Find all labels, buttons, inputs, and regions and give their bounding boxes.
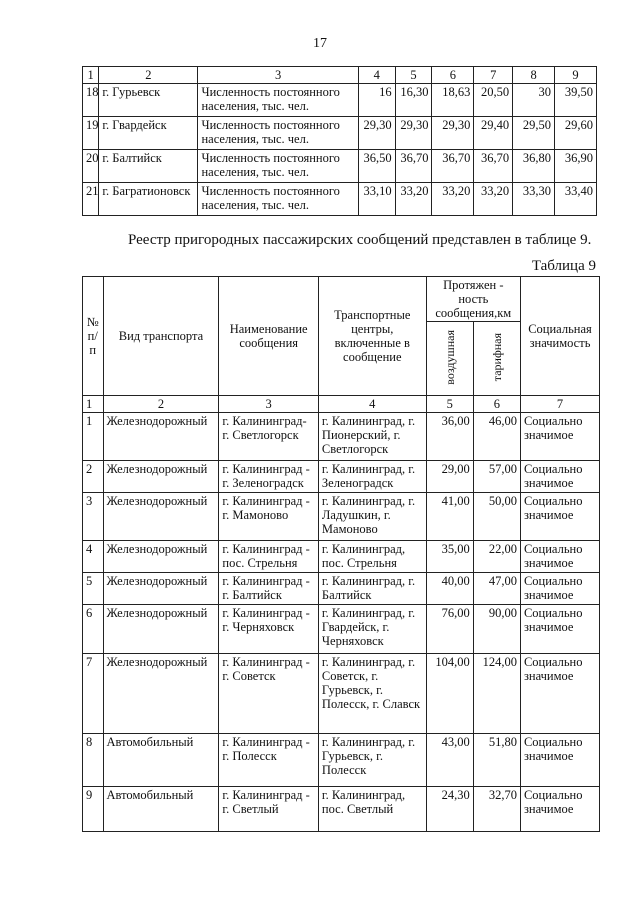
header-tariff: [473, 322, 520, 396]
tariff-length: 22,00: [473, 541, 520, 573]
table-row: [83, 734, 600, 787]
value-cell: 33,40: [555, 183, 597, 216]
indicator: Численность постоянного населения, тыс. чел.: [198, 150, 358, 183]
value-cell: 33,20: [395, 183, 432, 216]
route-name: г. Калининград - г. Черняховск: [219, 605, 319, 654]
page-number: 17: [313, 36, 327, 51]
route-centers: г. Калининград, г. Пионерский, г. Светлогорск: [318, 413, 426, 461]
table-row: [83, 461, 600, 493]
col-number: 4: [318, 396, 426, 413]
route-name: г. Калининград - г. Зеленоградск: [219, 461, 319, 493]
value-cell: 36,70: [395, 150, 432, 183]
row-number: 1: [83, 413, 104, 461]
route-name: г. Калининград - г. Советск: [219, 654, 319, 734]
transport-type: Железнодорожный: [103, 605, 219, 654]
value-cell: 29,40: [474, 117, 513, 150]
col-number: 2: [103, 396, 219, 413]
route-name: г. Калининград - г. Светлый: [219, 787, 319, 832]
air-length: 24,30: [426, 787, 473, 832]
significance: Социально значимое: [520, 413, 599, 461]
air-length: 40,00: [426, 573, 473, 605]
transport-type: Железнодорожный: [103, 461, 219, 493]
significance: Социально значимое: [520, 654, 599, 734]
table-row: [83, 117, 597, 150]
transport-type: Автомобильный: [103, 734, 219, 787]
value-cell: 36,90: [555, 150, 597, 183]
col-header: 5: [395, 67, 432, 84]
value-cell: 29,30: [358, 117, 395, 150]
row-number: 4: [83, 541, 104, 573]
air-length: 104,00: [426, 654, 473, 734]
table-row: [83, 605, 600, 654]
col-header: 6: [432, 67, 474, 84]
tariff-length: 124,00: [473, 654, 520, 734]
routes-table: [82, 276, 600, 832]
row-number: 2: [83, 461, 104, 493]
indicator: Численность постоянного населения, тыс. чел.: [198, 117, 358, 150]
table-header-row: [83, 67, 597, 84]
route-centers: г. Калининград, г. Советск, г. Гурьевск, г. Полесск, г. Славск: [318, 654, 426, 734]
value-cell: 18,63: [432, 84, 474, 117]
significance: Социально значимое: [520, 541, 599, 573]
transport-type: Железнодорожный: [103, 654, 219, 734]
route-name: г. Калининград- г. Светлогорск: [219, 413, 319, 461]
row-number: 7: [83, 654, 104, 734]
value-cell: 16,30: [395, 84, 432, 117]
route-centers: г. Калининград, г. Ладушкин, г. Мамоново: [318, 493, 426, 541]
col-header: 9: [555, 67, 597, 84]
header-num: № п/п: [83, 277, 104, 396]
header-air: [426, 322, 473, 396]
col-number: 6: [473, 396, 520, 413]
header-air-text: воздушная: [442, 329, 457, 385]
row-number: 6: [83, 605, 104, 654]
table-label: Таблица 9: [531, 258, 596, 274]
table-row: [83, 493, 600, 541]
table-row: [83, 84, 597, 117]
air-length: 29,00: [426, 461, 473, 493]
transport-type: Железнодорожный: [103, 493, 219, 541]
header-centers: Транспортные центры, включенные в сообщение: [318, 277, 426, 396]
col-header: 2: [99, 67, 198, 84]
value-cell: 39,50: [555, 84, 597, 117]
table-row: [83, 573, 600, 605]
transport-type: Железнодорожный: [103, 541, 219, 573]
indicator: Численность постоянного населения, тыс. чел.: [198, 84, 358, 117]
header-significance: Социальная значимость: [520, 277, 599, 396]
value-cell: 36,50: [358, 150, 395, 183]
city-name: г. Гурьевск: [99, 84, 198, 117]
col-header: 7: [474, 67, 513, 84]
row-number: 20: [83, 150, 99, 183]
air-length: 43,00: [426, 734, 473, 787]
value-cell: 33,10: [358, 183, 395, 216]
population-table: [82, 66, 597, 216]
tariff-length: 50,00: [473, 493, 520, 541]
intro-text: Реестр пригородных пассажирских сообщений представлен в таблице 9.: [128, 232, 592, 248]
table-header-row: [83, 277, 600, 322]
col-number: 1: [83, 396, 104, 413]
value-cell: 33,20: [432, 183, 474, 216]
route-centers: г. Калининград, пос. Светлый: [318, 787, 426, 832]
tariff-length: 47,00: [473, 573, 520, 605]
col-header: 3: [198, 67, 358, 84]
row-number: 19: [83, 117, 99, 150]
route-centers: г. Калининград, пос. Стрельня: [318, 541, 426, 573]
col-number: 3: [219, 396, 319, 413]
city-name: г. Багратионовск: [99, 183, 198, 216]
air-length: 76,00: [426, 605, 473, 654]
table-row: [83, 541, 600, 573]
row-number: 3: [83, 493, 104, 541]
row-number: 21: [83, 183, 99, 216]
header-route: Наименование сообщения: [219, 277, 319, 396]
table-row: [83, 183, 597, 216]
col-header: 1: [83, 67, 99, 84]
air-length: 36,00: [426, 413, 473, 461]
header-transport: Вид транспорта: [103, 277, 219, 396]
route-centers: г. Калининград, г. Гурьевск, г. Полесск: [318, 734, 426, 787]
tariff-length: 32,70: [473, 787, 520, 832]
value-cell: 29,60: [555, 117, 597, 150]
significance: Социально значимое: [520, 787, 599, 832]
route-name: г. Калининград - г. Балтийск: [219, 573, 319, 605]
transport-type: Железнодорожный: [103, 573, 219, 605]
route-centers: г. Калининград, г. Зеленоградск: [318, 461, 426, 493]
route-name: г. Калининград - пос. Стрельня: [219, 541, 319, 573]
table-row: [83, 150, 597, 183]
city-name: г. Балтийск: [99, 150, 198, 183]
row-number: 9: [83, 787, 104, 832]
value-cell: 16: [358, 84, 395, 117]
tariff-length: 57,00: [473, 461, 520, 493]
value-cell: 36,70: [432, 150, 474, 183]
table-row: [83, 787, 600, 832]
air-length: 35,00: [426, 541, 473, 573]
col-header: 8: [513, 67, 555, 84]
significance: Социально значимое: [520, 573, 599, 605]
header-tariff-text: тарифная: [489, 332, 504, 382]
table-row: [83, 654, 600, 734]
value-cell: 20,50: [474, 84, 513, 117]
col-number: 7: [520, 396, 599, 413]
value-cell: 29,30: [395, 117, 432, 150]
significance: Социально значимое: [520, 734, 599, 787]
value-cell: 29,50: [513, 117, 555, 150]
significance: Социально значимое: [520, 461, 599, 493]
route-name: г. Калининград - г. Мамоново: [219, 493, 319, 541]
column-number-row: [83, 396, 600, 413]
transport-type: Железнодорожный: [103, 413, 219, 461]
col-number: 5: [426, 396, 473, 413]
tariff-length: 90,00: [473, 605, 520, 654]
indicator: Численность постоянного населения, тыс. чел.: [198, 183, 358, 216]
col-header: 4: [358, 67, 395, 84]
value-cell: 36,70: [474, 150, 513, 183]
tariff-length: 46,00: [473, 413, 520, 461]
route-centers: г. Калининград, г. Балтийск: [318, 573, 426, 605]
tariff-length: 51,80: [473, 734, 520, 787]
table-row: [83, 413, 600, 461]
value-cell: 33,30: [513, 183, 555, 216]
air-length: 41,00: [426, 493, 473, 541]
value-cell: 33,20: [474, 183, 513, 216]
city-name: г. Гвардейск: [99, 117, 198, 150]
significance: Социально значимое: [520, 493, 599, 541]
header-length: Протяжен - ность сообщения,км: [426, 277, 520, 322]
transport-type: Автомобильный: [103, 787, 219, 832]
value-cell: 30: [513, 84, 555, 117]
row-number: 18: [83, 84, 99, 117]
row-number: 8: [83, 734, 104, 787]
value-cell: 36,80: [513, 150, 555, 183]
row-number: 5: [83, 573, 104, 605]
route-name: г. Калининград - г. Полесск: [219, 734, 319, 787]
value-cell: 29,30: [432, 117, 474, 150]
significance: Социально значимое: [520, 605, 599, 654]
route-centers: г. Калининград, г. Гвардейск, г. Черняховск: [318, 605, 426, 654]
